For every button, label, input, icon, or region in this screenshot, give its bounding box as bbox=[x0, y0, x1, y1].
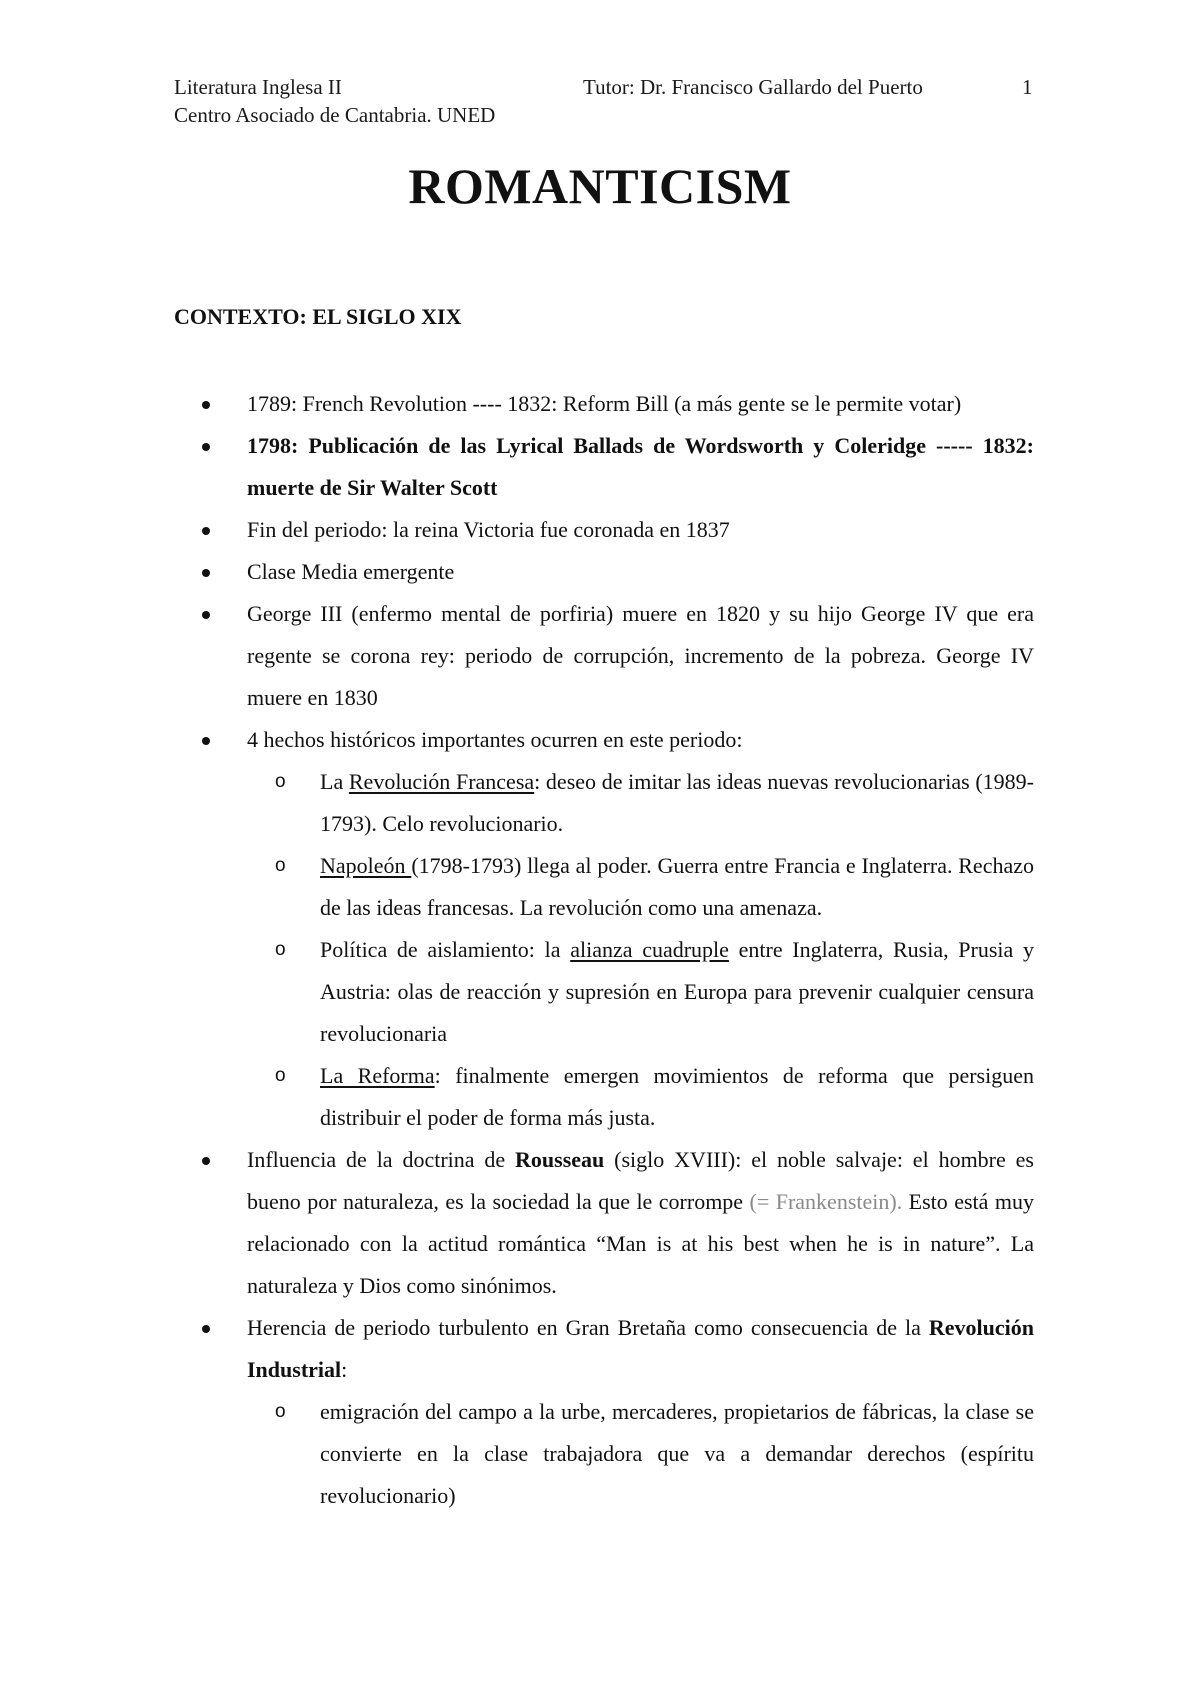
bullet-icon bbox=[202, 737, 210, 745]
term-revolucion-industrial: Revolución Industrial bbox=[247, 1315, 1034, 1382]
list-item: Influencia de la doctrina de Rousseau (siglo XVIII): el noble salvaje: el hombre es bueno por naturaleza, es la sociedad la que le corrompe (= Frankenstein). Esto está muy relacionado con la actitud romántica “Man is at his best when he is in nature”. La naturaleza y Dios como sinónimos. bbox=[174, 1139, 1034, 1307]
term-la-reforma: La Reforma bbox=[320, 1063, 435, 1088]
circle-bullet-icon: o bbox=[275, 855, 286, 876]
list-item bbox=[174, 383, 1034, 425]
sub-list bbox=[247, 1391, 1034, 1517]
list-item bbox=[174, 425, 1034, 509]
sub-list-item: o Política de aislamiento: la alianza cuadruple entre Inglaterra, Rusia, Prusia y Austria: olas de reacción y supresión en Europa para prevenir cualquier censura revolucionaria bbox=[247, 929, 1034, 1055]
term-rousseau: Rousseau bbox=[515, 1147, 605, 1172]
term-napoleon: Napoleón bbox=[320, 853, 412, 878]
list-item bbox=[174, 593, 1034, 719]
frankenstein-note: (= Frankenstein). bbox=[749, 1189, 903, 1214]
circle-bullet-icon: o bbox=[275, 771, 286, 792]
list-item bbox=[174, 551, 1034, 593]
bullet-list bbox=[174, 383, 1034, 1517]
bullet-icon bbox=[202, 611, 210, 619]
list-item bbox=[174, 719, 1034, 1139]
bullet-icon bbox=[202, 1157, 210, 1165]
bullet-icon bbox=[202, 1325, 210, 1333]
page-title: ROMANTICISM bbox=[408, 158, 792, 214]
header-course: Literatura Inglesa II bbox=[174, 75, 342, 99]
section-heading: CONTEXTO: EL SIGLO XIX bbox=[174, 304, 462, 329]
list-item bbox=[174, 509, 1034, 551]
list-item-text: George III (enfermo mental de porfiria) muere en 1820 y su hijo George IV que era regente se corona rey: periodo de corrupción, incremento de la pobreza. George IV muere en 1830 bbox=[247, 601, 1034, 710]
list-item-text: Fin del periodo: la reina Victoria fue coronada en 1837 bbox=[247, 517, 730, 542]
header-center: Centro Asociado de Cantabria. UNED bbox=[174, 103, 496, 127]
circle-bullet-icon: o bbox=[275, 939, 286, 960]
sub-list-item: o emigración del campo a la urbe, mercaderes, propietarios de fábricas, la clase se convierte en la clase trabajadora que va a demandar derechos (espíritu revolucionario) bbox=[247, 1391, 1034, 1517]
term-revolucion-francesa: Revolución Francesa bbox=[348, 769, 535, 794]
sub-list-item: o La Reforma: finalmente emergen movimientos de reforma que persiguen distribuir el poder de forma más justa. bbox=[247, 1055, 1034, 1139]
list-item: Herencia de periodo turbulento en Gran Bretaña como consecuencia de la Revolución Industrial: o emigración del campo a la urbe, mercaderes, propietarios de fábricas, la clase se convierte en la clase trabajadora que va a demandar derechos (espíritu revolucionario) bbox=[174, 1307, 1034, 1517]
list-item-text: Clase Media emergente bbox=[247, 559, 455, 584]
term-alianza-cuadruple: alianza cuadruple bbox=[570, 937, 729, 962]
list-item-text: 1789: French Revolution ---- 1832: Reform Bill (a más gente se le permite votar) bbox=[247, 391, 962, 416]
bullet-icon bbox=[202, 527, 210, 535]
circle-bullet-icon: o bbox=[275, 1065, 286, 1086]
list-item-text: 1798: Publicación de las Lyrical Ballads de Wordsworth y Coleridge ----- 1832: muerte de Sir Walter Scott bbox=[247, 433, 1034, 500]
header-tutor: Tutor: Dr. Francisco Gallardo del Puerto bbox=[583, 75, 923, 99]
bullet-icon bbox=[202, 569, 210, 577]
page-number: 1 bbox=[1022, 75, 1033, 99]
sub-list bbox=[247, 761, 1034, 1139]
list-item-text: 4 hechos históricos importantes ocurren en este periodo: bbox=[247, 727, 743, 752]
sub-list-item: o Napoleón (1798-1793) llega al poder. Guerra entre Francia e Inglaterra. Rechazo de las ideas francesas. La revolución como una amenaza. bbox=[247, 845, 1034, 929]
circle-bullet-icon: o bbox=[275, 1401, 286, 1422]
bullet-icon bbox=[202, 443, 210, 451]
bullet-icon bbox=[202, 401, 210, 409]
sub-list-item: o La Revolución Francesa: deseo de imitar las ideas nuevas revolucionarias (1989-1793). Celo revolucionario. bbox=[247, 761, 1034, 845]
